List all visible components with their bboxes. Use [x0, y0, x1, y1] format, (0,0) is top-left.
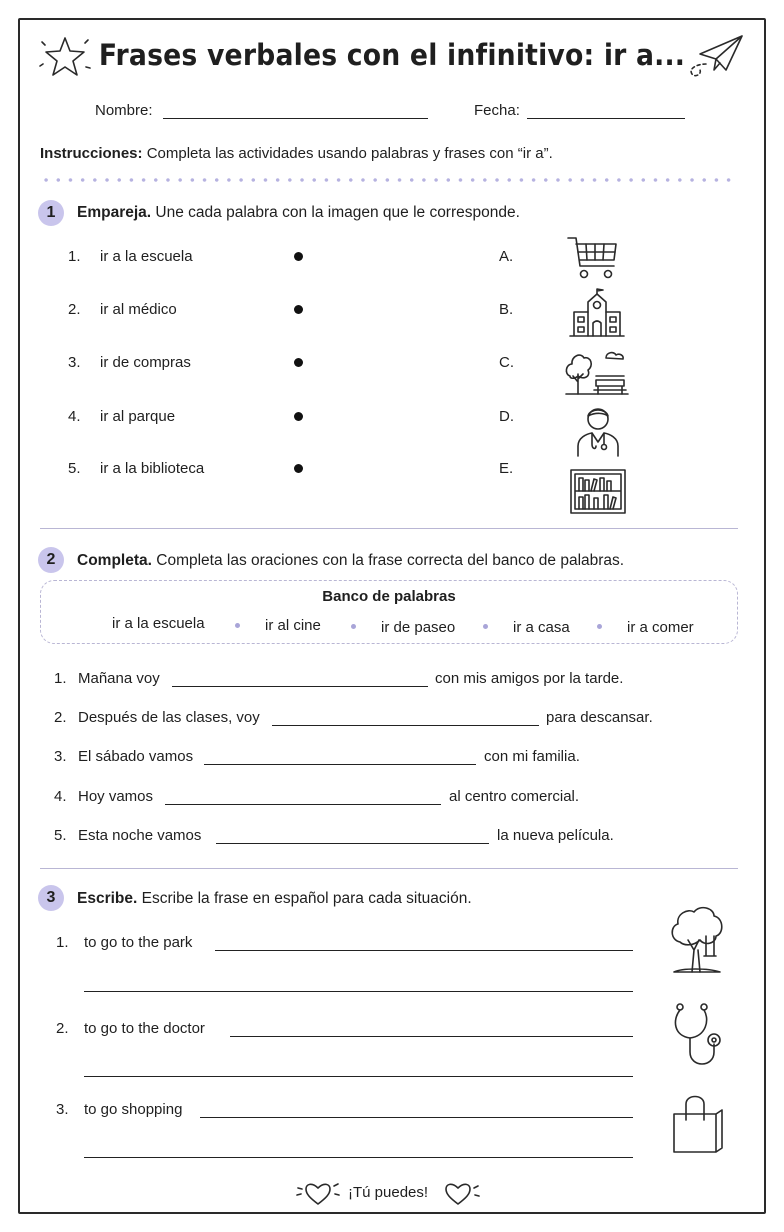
section-1-text: Une cada palabra con la imagen que le corresponde.: [155, 204, 520, 221]
sentence-end: al centro comercial.: [449, 788, 580, 805]
sentence-end: para descansar.: [546, 709, 653, 726]
writing-number: 3.: [56, 1101, 69, 1118]
match-dot[interactable]: [294, 305, 303, 314]
encouragement-text: ¡Tú puedes!: [348, 1184, 429, 1201]
doctor-icon: [574, 402, 624, 458]
sentence-start: Esta noche vamos: [78, 827, 202, 844]
sentence-start: Mañana voy: [78, 670, 160, 687]
match-phrase: ir de compras: [100, 354, 191, 371]
heart-icon: [442, 1180, 486, 1208]
word-bank-item: ir a casa: [513, 619, 570, 636]
sentence-number: 1.: [54, 670, 67, 687]
match-number: 3.: [68, 354, 81, 371]
stethoscope-icon: [668, 1002, 728, 1072]
match-letter: D.: [499, 408, 514, 425]
bookshelf-icon: [568, 466, 628, 516]
section-1-badge: 1: [38, 200, 64, 226]
writing-number: 1.: [56, 934, 69, 951]
instructions: [40, 145, 553, 162]
word-bank-title: Banco de palabras: [322, 588, 456, 605]
match-number: 4.: [68, 408, 81, 425]
writing-prompt: to go shopping: [84, 1101, 183, 1118]
sentence-blank[interactable]: [165, 804, 441, 805]
instructions-label: Instrucciones:: [40, 145, 143, 162]
sentence-end: con mi familia.: [484, 748, 580, 765]
name-label: Nombre:: [95, 102, 153, 119]
separator-dot: [351, 624, 356, 629]
park-tree-bench-icon: [564, 346, 630, 396]
section-2-badge: 2: [38, 547, 64, 573]
page-title: Frases verbales con el infinitivo: ir a...: [98, 38, 686, 72]
shopping-bag-icon: [670, 1092, 724, 1156]
answer-line[interactable]: [230, 1036, 633, 1037]
word-bank-item: ir a la escuela: [112, 615, 205, 632]
section-1-label: Empareja.: [77, 204, 152, 221]
match-number: 5.: [68, 460, 81, 477]
section-divider: [40, 868, 738, 869]
sentence-blank[interactable]: [204, 764, 476, 765]
answer-line[interactable]: [215, 950, 633, 951]
separator-dot: [235, 623, 240, 628]
sentence-number: 2.: [54, 709, 67, 726]
match-number: 1.: [68, 248, 81, 265]
match-phrase: ir al parque: [100, 408, 176, 425]
word-bank-item: ir al cine: [265, 617, 321, 634]
sentence-blank[interactable]: [216, 843, 489, 844]
match-phrase: ir a la biblioteca: [100, 460, 205, 477]
section-3-label: Escribe.: [77, 890, 138, 907]
shopping-cart-icon: [566, 234, 622, 280]
date-field[interactable]: [527, 118, 685, 119]
writing-prompt: to go to the park: [84, 934, 193, 951]
answer-line[interactable]: [84, 991, 633, 992]
word-bank-item: ir de paseo: [381, 619, 456, 636]
section-3-badge: 3: [38, 885, 64, 911]
sentence-start: Hoy vamos: [78, 788, 154, 805]
match-letter: C.: [499, 354, 514, 371]
school-building-icon: [566, 288, 628, 340]
sentence-end: con mis amigos por la tarde.: [435, 670, 624, 687]
sentence-blank[interactable]: [272, 725, 539, 726]
match-phrase: ir a la escuela: [100, 248, 193, 265]
match-dot[interactable]: [294, 358, 303, 367]
writing-number: 2.: [56, 1020, 69, 1037]
match-phrase: ir al médico: [100, 301, 177, 318]
heart-icon: [296, 1180, 340, 1208]
answer-line[interactable]: [84, 1157, 633, 1158]
sentence-end: la nueva película.: [497, 827, 614, 844]
section-2-text: Completa las oraciones con la frase correcta del banco de palabras.: [156, 552, 625, 569]
sentence-number: 3.: [54, 748, 67, 765]
tree-swing-icon: [668, 902, 726, 974]
name-field[interactable]: [163, 118, 428, 119]
section-3-text: Escribe la frase en español para cada situación.: [141, 890, 472, 907]
match-dot[interactable]: [294, 412, 303, 421]
sentence-blank[interactable]: [172, 686, 428, 687]
word-bank: [40, 580, 738, 644]
match-dot[interactable]: [294, 464, 303, 473]
sentence-number: 4.: [54, 788, 67, 805]
answer-line[interactable]: [200, 1117, 633, 1118]
writing-prompt: to go to the doctor: [84, 1020, 205, 1037]
sentence-start: Después de las clases, voy: [78, 709, 260, 726]
dotted-divider: [40, 178, 738, 182]
match-letter: B.: [499, 301, 514, 318]
section-3-heading: [77, 890, 472, 908]
date-label: Fecha:: [474, 102, 520, 119]
section-1-heading: [77, 204, 520, 222]
section-divider: [40, 528, 738, 529]
sentence-number: 5.: [54, 827, 67, 844]
instructions-text: Completa las actividades usando palabras y frases con “ir a”.: [146, 145, 553, 162]
match-dot[interactable]: [294, 252, 303, 261]
sentence-start: El sábado vamos: [78, 748, 194, 765]
separator-dot: [483, 624, 488, 629]
answer-line[interactable]: [84, 1076, 633, 1077]
separator-dot: [597, 624, 602, 629]
word-bank-item: ir a comer: [627, 619, 694, 636]
match-letter: A.: [499, 248, 514, 265]
match-number: 2.: [68, 301, 81, 318]
section-2-label: Completa.: [77, 552, 152, 569]
section-2-heading: [77, 552, 624, 570]
match-letter: E.: [499, 460, 514, 477]
